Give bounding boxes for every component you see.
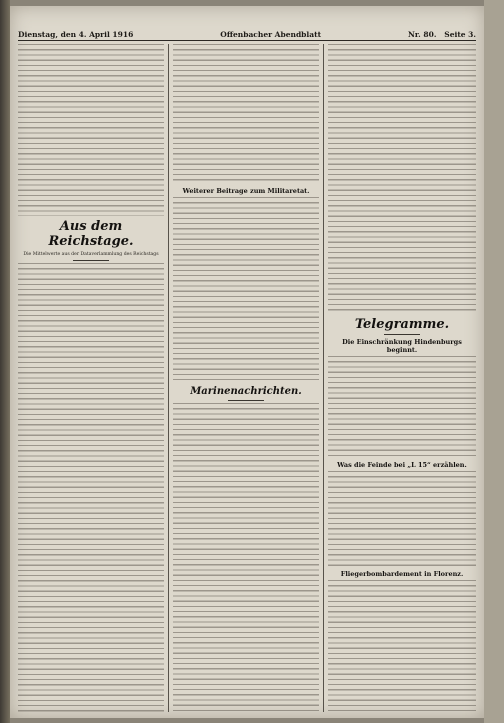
column-3 xyxy=(328,44,476,712)
subheadline-reichstag: Die Mittelwerte aus der Dataverlammlung des Reichstags xyxy=(23,252,159,257)
article-text xyxy=(173,197,319,383)
column-rule xyxy=(323,44,324,712)
divider xyxy=(228,400,264,401)
column-1 xyxy=(18,44,164,712)
article-text xyxy=(173,44,319,184)
page-number: Seite 3. xyxy=(444,29,476,39)
headline-einschraenkung: Die Einschränkung Hindenburgs beginnt. xyxy=(342,338,462,354)
issue-page xyxy=(408,30,476,39)
paper-name: Offenbacher Abendblatt xyxy=(220,29,322,39)
issue-date: Dienstag, den 4. April 1916 xyxy=(18,29,134,39)
headline-kriegspolitik: Weiterer Beitrage zum Militaretat. xyxy=(182,187,310,195)
headline-reichstag: Aus dem Reichstage. xyxy=(48,219,134,249)
divider xyxy=(73,260,109,261)
page-edge xyxy=(484,0,504,723)
article-text xyxy=(328,44,476,314)
column-rule xyxy=(168,44,169,712)
divider xyxy=(384,334,420,335)
article-text xyxy=(328,356,476,458)
headline-marine: Marinenachrichten. xyxy=(190,386,302,397)
article-text xyxy=(18,263,164,712)
newspaper-page xyxy=(10,6,484,718)
headline-telegramme: Telegramme. xyxy=(354,317,450,332)
masthead-line xyxy=(18,28,476,41)
column-2 xyxy=(173,44,319,712)
book-binding xyxy=(0,0,10,723)
article-text xyxy=(328,471,476,567)
article-text xyxy=(328,580,476,712)
article-text xyxy=(18,44,164,216)
headline-florenz: Fliegerbombardement in Florenz. xyxy=(340,570,464,578)
article-text xyxy=(173,403,319,712)
headline-neutral: Was die Feinde bei „L 15“ erzählen. xyxy=(337,461,467,469)
issue-number: Nr. 80. xyxy=(408,29,437,39)
